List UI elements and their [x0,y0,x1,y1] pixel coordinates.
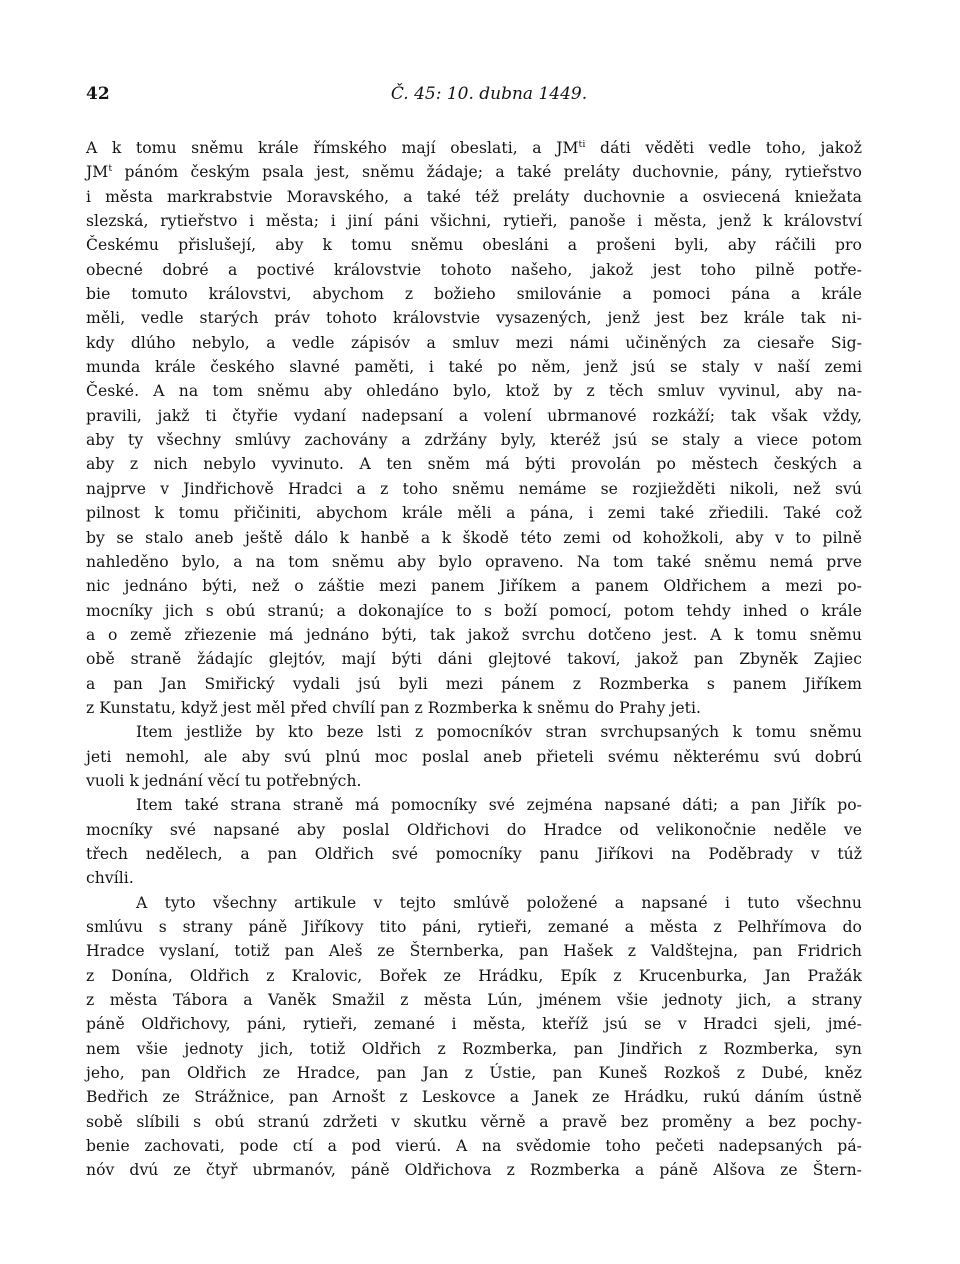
text-line: i města markrabstvie Moravského, a také též preláty duchovnie a osviecená kniežata [86,187,862,206]
text-line: jeti nemohl, ale aby svú plnú moc poslal aneb přieteli svému některému svú dobrú [86,747,862,766]
text-line: munda krále českého slavné paměti, i také po něm, jenž jsú se staly v naší zemi [86,358,862,377]
text-line: najprve v Jindřichově Hradci a z toho sněmu nemáme se rozjiežděti nikoli, než svú [86,479,862,498]
text-line [86,160,862,184]
text-line: Bedřich ze Strážnice, pan Arnošt z Leskovce a Janek ze Hrádku, rukú dáním ústně [86,1088,862,1107]
text-line: obě straně žádajíc glejtóv, mají býti dáni glejtové takoví, jakož pan Zbyněk Zajiec [86,650,862,669]
text-line: mocníky jich s obú stranú; a dokonajíce to s boží pomocí, potom tehdy inhed o krále [86,601,862,620]
text-segment: JM [86,163,109,182]
text-line: páně Oldřichovy, páni, rytieři, zemané i města, kteříž jsú se v Hradci sjeli, jmé- [86,1015,862,1034]
text-line: nahleděno bylo, a na tom sněmu aby bylo opraveno. Na tom také sněmu nemá prve [86,552,862,571]
paragraph [86,793,862,890]
text-line: měli, vedle starých práv tohoto královstvie vysazených, jenž jest bez krále tak ni- [86,309,862,328]
text-line: A tyto všechny artikule v tejto smlúvě položené a napsané i tuto všechnu [136,893,862,912]
paragraph [86,720,862,793]
text-line: z města Tábora a Vaněk Smažil z města Lún, jménem všie jednoty jich, a strany [86,991,862,1010]
text-line: obecné dobré a poctivé královstvie tohoto našeho, jakož jest toho pilně potře- [86,260,862,279]
text-line: nem všie jednoty jich, totiž Oldřich z Rozmberka, pan Jindřich z Rozmberka, syn [86,1039,862,1058]
text-segment: dáti věděti vedle toho, jakož [585,139,862,157]
text-line: nic jednáno býti, než o záštie mezi panem Jiříkem a panem Oldřichem a mezi po- [86,577,862,596]
text-line: jeho, pan Oldřich ze Hradce, pan Jan z Ústie, pan Kuneš Rozkoš z Dubé, kněz [86,1064,862,1083]
text-segment: pánóm českým psala jest, sněmu žádaje; a také preláty duchovnie, pány, rytieřstvo [112,163,862,182]
text-line: třech nedělech, a pan Oldřich své pomocníky panu Jiříkovi na Poděbrady v túž [86,844,862,863]
text-line: z Kunstatu, když jest měl před chvílí pan z Rozmberka k sněmu do Prahy jeti. [86,698,701,717]
text-line: chvíli. [86,869,134,888]
text-line: Item také strana straně má pomocníky své zejména napsané dáti; a pan Jiřík po- [136,796,862,815]
document-page [86,84,862,1183]
text-line: mocníky své napsané aby poslal Oldřichovi do Hradce od velikonočnie neděle ve [86,820,862,839]
page-header [86,84,862,114]
text-line: České. A na tom sněmu aby ohledáno bylo, ktož by z těch smluv vyvinul, aby na- [86,382,862,401]
text-line: a pan Jan Smiřický vydali jsú byli mezi pánem z Rozmberka s panem Jiříkem [86,674,862,693]
paragraph [86,891,862,1183]
text-segment: A k tomu sněmu krále římského mají obeslati, a JM [86,139,579,157]
body-text [86,136,862,1183]
text-line: aby z nich nebylo vyvinuto. A ten sněm má býti provolán po městech českých a [86,455,862,474]
superscript: t [108,163,113,175]
text-line: aby ty všechny smlúvy zachovány a zdržány byly, kteréž jsú se staly a viece potom [86,431,862,450]
text-line: by se stalo aneb ještě dálo k hanbě a k škodě této zemi od kohožkoli, aby v to pilně [86,528,862,547]
text-line: Hradce vyslaní, totiž pan Aleš ze Šternberka, pan Hašek z Valdštejna, pan Fridrich [86,942,862,961]
text-line: z Donína, Oldřich z Kralovic, Bořek ze Hrádku, Epík z Krucenburka, Jan Pražák [86,966,862,985]
text-line: benie zachovati, pode ctí a pod vierú. A na svědomie toho pečeti nadepsaných pá- [86,1137,862,1156]
text-line: Českému přislušejí, aby k tomu sněmu obesláni a prošeni byli, aby ráčili pro [86,236,862,255]
superscript: ti [578,139,586,150]
text-line: pilnost k tomu přičiniti, abychom krále měli a pána, i zemi také zřiedili. Také což [86,504,862,523]
text-line: vuoli k jednání věcí tu potřebných. [86,771,362,790]
text-line: pravili, jakž ti čtyřie vydaní nadepsaní a volení ubrmanové rozkáží; tak však vždy, [86,406,862,425]
text-line: Item jestliže by kto beze lsti z pomocníkóv stran svrchupsaných k tomu sněmu [136,723,862,742]
text-line: nóv dvú ze čtyř ubrmanóv, páně Oldřichova z Rozmberka a páně Alšova ze Štern- [86,1161,862,1180]
paragraph [86,136,862,720]
text-line: a o země zřiezenie má jednáno býti, tak jakož svrchu dotčeno jest. A k tomu sněmu [86,625,862,644]
text-line: slezská, rytieřstvo i města; i jiní páni všichni, rytieři, panoše i města, jenž k království [86,212,862,231]
page-number: 42 [86,84,110,104]
running-head: Č. 45: 10. dubna 1449. [390,84,588,104]
text-line: bie tomuto královstvi, abychom z božieho smilovánie a pomoci pána a krále [86,285,862,304]
text-line: smlúvu s strany páně Jiříkovy tito páni, rytieři, zemané a města z Pelhřímova do [86,918,862,936]
text-line: sobě slíbili s obú stranú zdržeti v skutku věrně a pravě bez proměny a bez pochy- [86,1112,862,1131]
text-line [86,136,862,160]
text-line: kdy dlúho nebylo, a vedle zápisóv a smluv mezi námi učiněných za ciesaře Sig- [86,333,862,352]
